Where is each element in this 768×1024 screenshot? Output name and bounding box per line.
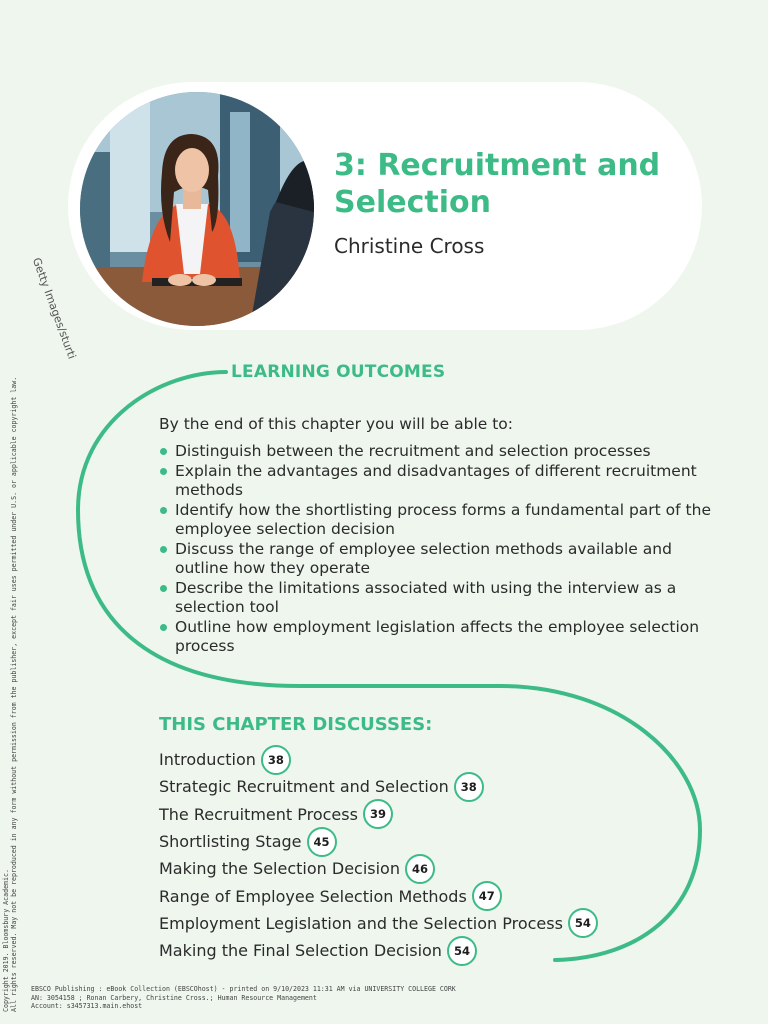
toc-item[interactable] — [159, 746, 598, 773]
copyright-line: Copyright 2019. Bloomsbury Academic. — [2, 869, 10, 1012]
page-number-badge: 47 — [472, 881, 502, 911]
page-number-badge: 46 — [405, 854, 435, 884]
bullet-dot-icon — [160, 448, 167, 455]
toc-item[interactable] — [159, 937, 598, 964]
bullet-dot-icon — [160, 585, 167, 592]
chapter-contents-list — [159, 746, 598, 964]
toc-label[interactable]: Making the Selection Decision — [159, 859, 400, 879]
bullet-dot-icon — [160, 546, 167, 553]
page-number-badge: 39 — [363, 799, 393, 829]
page-number-badge: 45 — [307, 827, 337, 857]
toc-label[interactable]: Strategic Recruitment and Selection — [159, 777, 449, 797]
toc-item[interactable] — [159, 773, 598, 800]
page-number-badge: 54 — [447, 936, 477, 966]
bullet-dot-icon — [160, 624, 167, 631]
learning-outcomes-heading: LEARNING OUTCOMES — [231, 362, 446, 382]
page-number-badge: 38 — [454, 772, 484, 802]
footer-line: AN: 3054158 ; Ronan Carbery, Christine Cross.; Human Resource Management — [31, 993, 317, 1002]
learning-outcomes-list — [159, 442, 719, 657]
bullet-dot-icon — [160, 507, 167, 514]
chapter-discusses-heading: THIS CHAPTER DISCUSSES: — [159, 714, 433, 735]
footer-line: Account: s3457313.main.ehost — [31, 1002, 143, 1010]
photo-credit: Getty Images/sturti — [29, 256, 79, 361]
toc-item[interactable] — [159, 910, 598, 937]
learning-outcomes-intro: By the end of this chapter you will be able to: — [159, 415, 514, 433]
copyright-line: All rights reserved. May not be reproduced in any form without permission from the publisher, except fair uses permitted under U.S. or applicable copyright law. — [10, 376, 18, 1012]
footer-line: EBSCO Publishing : eBook Collection (EBSCOhost) - printed on 9/10/2023 11:31 AM via UNIVERSITY COLLEGE CORK — [31, 985, 456, 993]
toc-item[interactable] — [159, 855, 598, 882]
list-item: Distinguish between the recruitment and selection processes — [159, 442, 719, 462]
list-item: Outline how employment legislation affects the employee selection process — [159, 618, 719, 657]
ebsco-footer — [31, 985, 456, 1011]
toc-item[interactable] — [159, 801, 598, 828]
chapter-title: 3: Recruitment and Selection — [334, 148, 661, 220]
list-item: Identify how the shortlisting process forms a fundamental part of the employee selection decision — [159, 501, 719, 540]
list-item: Discuss the range of employee selection methods available and outline how they operate — [159, 540, 719, 579]
chapter-author: Christine Cross — [334, 234, 485, 258]
bullet-dot-icon — [160, 468, 167, 475]
toc-label[interactable]: Employment Legislation and the Selection Process — [159, 913, 563, 933]
list-item: Explain the advantages and disadvantages of different recruitment methods — [159, 462, 719, 501]
page-number-badge: 38 — [261, 745, 291, 775]
toc-item[interactable] — [159, 882, 598, 909]
page-number-badge: 54 — [568, 908, 598, 938]
list-item: Describe the limitations associated with using the interview as a selection tool — [159, 579, 719, 618]
toc-label[interactable]: Shortlisting Stage — [159, 832, 302, 852]
toc-label[interactable]: Introduction — [159, 750, 256, 770]
toc-label[interactable]: Making the Final Selection Decision — [159, 941, 442, 961]
toc-label[interactable]: Range of Employee Selection Methods — [159, 886, 467, 906]
toc-label[interactable]: The Recruitment Process — [159, 804, 358, 824]
toc-item[interactable] — [159, 828, 598, 855]
